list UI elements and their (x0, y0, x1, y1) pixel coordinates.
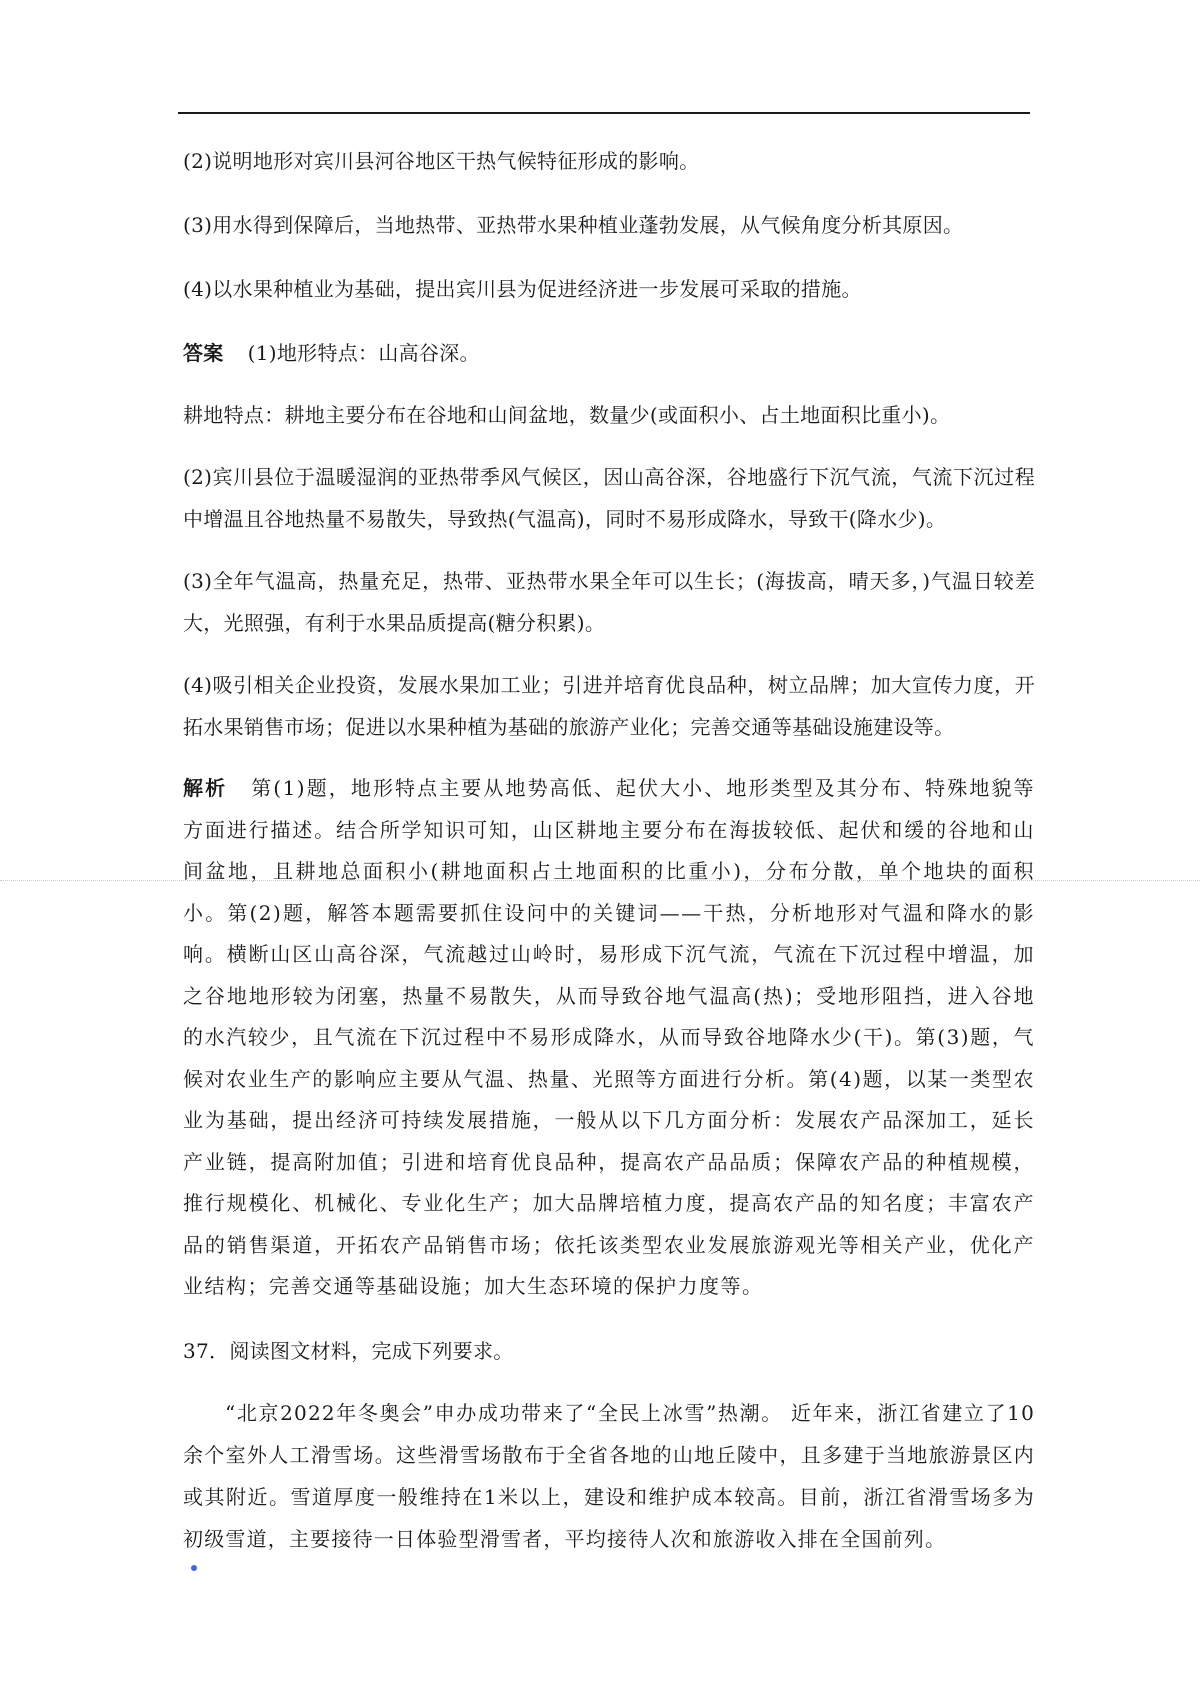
answer-2: (2)宾川县位于温暖湿润的亚热带季风气候区，因山高谷深，谷地盛行下沉气流，气流下沉过程中增温且谷地热量不易散失，导致热(气温高)，同时不易形成降水，导致干(降水少)。 (183, 465, 1035, 531)
analysis-paragraph (183, 768, 1035, 1308)
document-body (183, 140, 1035, 1560)
analysis-label: 解析 (183, 776, 228, 800)
question-4: (4)以水果种植业为基础，提出宾川县为促进经济进一步发展可采取的措施。 (183, 277, 862, 301)
question-3: (3)用水得到保障后，当地热带、亚热带水果种植业蓬勃发展，从气候角度分析其原因。 (183, 213, 964, 237)
question-37-material: “北京2022年冬奥会”申办成功带来了“全民上冰雪”热潮。 近年来，浙江省建立了10余个室外人工滑雪场。这些滑雪场散布于全省各地的山地丘陵中，且多建于当地旅游景区内或其附近。雪道厚度一般维持在1米以上，建设和维护成本较高。目前，浙江省滑雪场多为初级雪道，主要接待一日体验型滑雪者，平均接待人次和旅游收入排在全国前列。 (183, 1400, 1035, 1551)
answer-4: (4)吸引相关企业投资，发展水果加工业；引进并培育优良品种，树立品牌；加大宣传力度，开拓水果销售市场；促进以水果种植为基础的旅游产业化；完善交通等基础设施建设等。 (183, 673, 1035, 739)
bullet-marker (191, 1565, 197, 1571)
question-37-prompt: 37．阅读图文材料，完成下列要求。 (183, 1338, 514, 1363)
answer-1-farmland: 耕地特点：耕地主要分布在谷地和山间盆地，数量少(或面积小、占土地面积比重小)。 (183, 403, 951, 427)
answer-3: (3)全年气温高，热量充足，热带、亚热带水果全年可以生长；(海拔高，晴天多，)气温日较差大，光照强，有利于水果品质提高(糖分积累)。 (183, 569, 1035, 635)
answer-1 (183, 332, 1035, 374)
analysis-text: 第(1)题，地形特点主要从地势高低、起伏大小、地形类型及其分布、特殊地貌等方面进行描述。结合所学知识可知，山区耕地主要分布在海拔较低、起伏和缓的谷地和山间盆地，且耕地总面积小(耕地面积占土地面积的比重小)，分布分散，单个地块的面积小。第(2)题，解答本题需要抓住设问中的关键词——干热，分析地形对气温和降水的影响。横断山区山高谷深，气流越过山岭时，易形成下沉气流，气流在下沉过程中增温，加之谷地地形较为闭塞，热量不易散失，从而导致谷地气温高(热)；受地形阻挡，进入谷地的水汽较少，且气流在下沉过程中不易形成降水，从而导致谷地降水少(干)。第(3)题，气候对农业生产的影响应主要从气温、热量、光照等方面进行分析。第(4)题，以某一类型农业为基础，提出经济可持续发展措施，一般从以下几方面分析：发展农产品深加工，延长产业链，提高附加值；引进和培育优良品种，提高农产品品质；保障农产品的种植规模，推行规模化、机械化、专业化生产；加大品牌培植力度，提高农产品的知名度；丰富农产品的销售渠道，开拓农产品销售市场；依托该类型农业发展旅游观光等相关产业，优化产业结构；完善交通等基础设施；加大生态环境的保护力度等。 (183, 776, 1035, 1298)
question-2: (2)说明地形对宾川县河谷地区干热气候特征形成的影响。 (183, 149, 700, 173)
header-rule (178, 112, 1030, 114)
answer-label: 答案 (183, 341, 224, 365)
answer-1-terrain: (1)地形特点：山高谷深。 (247, 341, 480, 365)
